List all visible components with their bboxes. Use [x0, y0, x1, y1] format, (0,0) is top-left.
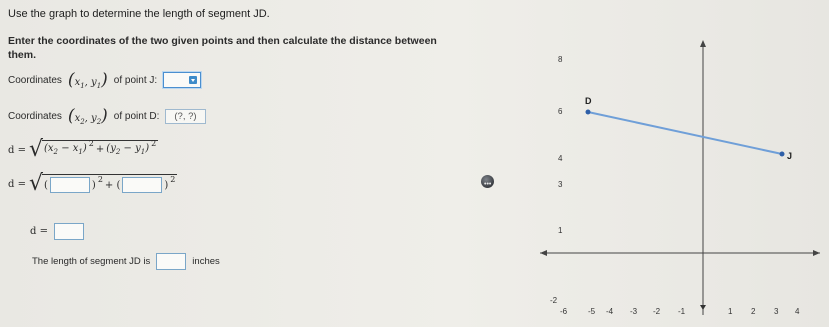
segment-jd: [588, 112, 782, 154]
y-tick-label: 8: [558, 55, 563, 64]
instruction-text: [8, 34, 448, 62]
distance-formula: [8, 137, 158, 162]
formula-d: d =: [8, 144, 26, 156]
x-difference-input[interactable]: [50, 177, 90, 193]
ellipsis-icon: •••: [484, 181, 492, 188]
coordinates-d-row: [8, 106, 206, 126]
point-j-marker: [780, 152, 785, 157]
point-d-marker: [586, 110, 591, 115]
x-tick-label: -3: [630, 307, 638, 316]
coordinate-expression: ($x_1$, $y_1$): [67, 70, 108, 90]
y-tick-label: 3: [558, 180, 563, 189]
y-tick-label: -2: [550, 296, 558, 305]
y-difference-input[interactable]: [122, 177, 162, 193]
point-j-input[interactable]: [163, 72, 201, 88]
x-tick-label: -6: [560, 307, 568, 316]
y-axis-arrow-up: [700, 40, 706, 47]
point-j-label: of point J:: [113, 74, 158, 86]
length-unit: inches: [192, 256, 220, 267]
d-result-label: d =: [30, 226, 48, 237]
x-tick-label: -1: [678, 307, 686, 316]
coordinates-label: Coordinates: [8, 74, 62, 86]
length-input[interactable]: [156, 253, 186, 270]
point-d-label: D: [585, 96, 592, 106]
x-axis-arrow-left: [540, 250, 547, 256]
x-tick-label: 1: [728, 307, 733, 316]
input-palette-icon[interactable]: [189, 76, 197, 84]
x-axis-arrow-right: [813, 250, 820, 256]
point-d-answer[interactable]: (?, ?): [165, 109, 205, 124]
coordinate-expression: ($x_2$, $y_2$): [67, 106, 108, 126]
question-prompt: Use the graph to determine the length of segment JD.: [8, 8, 270, 20]
d-result-input[interactable]: [54, 223, 84, 240]
coordinates-j-row: [8, 70, 201, 90]
d-result-row: [30, 223, 84, 240]
instruction-tail: them.: [8, 49, 37, 61]
coordinates-label: Coordinates: [8, 110, 62, 122]
length-prefix: The length of segment JD is: [32, 256, 151, 267]
instruction-bold: Enter the coordinates of the two given points and then calculate the distance between: [8, 35, 437, 47]
fill-formula-radical: √ ( ) 2 + ( ) 2: [28, 171, 176, 196]
formula-radical: √ $(x_2 - x_1)$ 2 + $(y_2 - y_1)$ 2: [28, 137, 157, 162]
x-tick-label: 4: [795, 307, 800, 316]
coordinate-graph: [530, 35, 829, 325]
x-tick-label: 3: [774, 307, 779, 316]
y-tick-label: 1: [558, 226, 563, 235]
length-answer-row: [32, 253, 220, 270]
y-tick-label: 6: [558, 107, 563, 116]
point-d-label: of point D:: [113, 110, 160, 122]
y-tick-label: 4: [558, 154, 563, 163]
point-j-label: J: [787, 151, 793, 161]
fill-formula-d: d =: [8, 178, 26, 190]
x-tick-label: -2: [653, 307, 661, 316]
x-tick-label: -4: [606, 307, 614, 316]
y-axis-arrow-down: [700, 305, 706, 310]
x-tick-label: -5: [588, 307, 596, 316]
fill-formula: [8, 171, 177, 196]
x-tick-label: 2: [751, 307, 756, 316]
